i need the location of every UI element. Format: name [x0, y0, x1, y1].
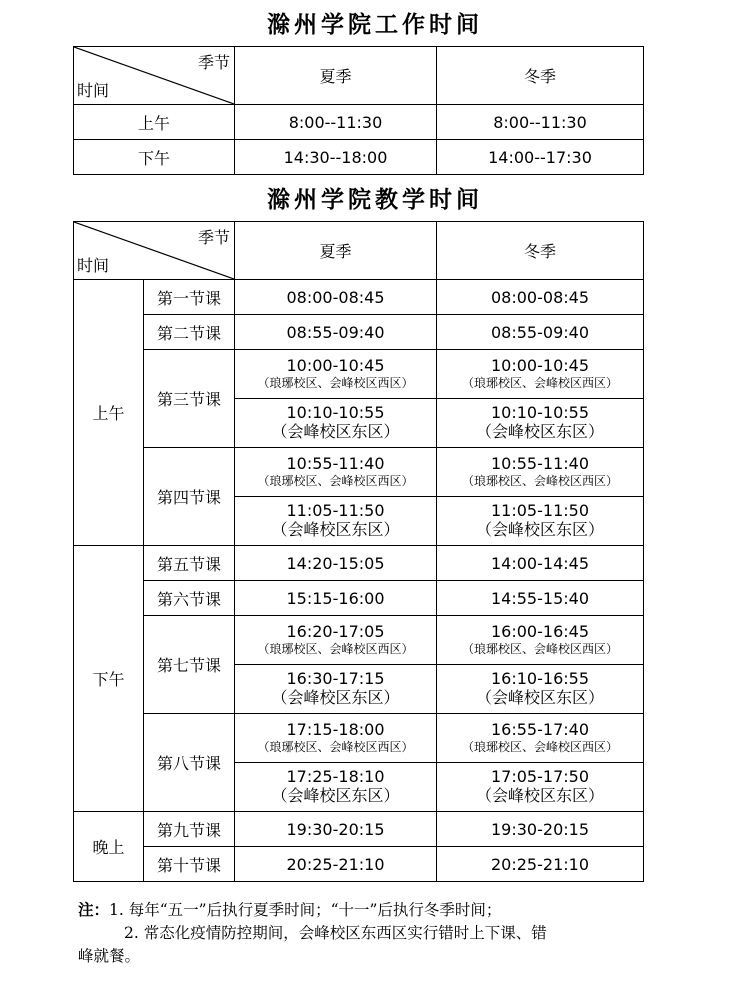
table-row [74, 315, 644, 350]
campus-note: （会峰校区东区） [475, 786, 604, 805]
lesson-name: 第四节课 [144, 448, 235, 546]
winter-time-campus-b [437, 497, 644, 546]
time-value: 11:05-11:50 [491, 501, 589, 520]
lesson-name: 第二节课 [144, 315, 235, 350]
winter-time-campus-a [437, 714, 644, 763]
work-time-title: 滁州学院工作时间 [267, 11, 483, 38]
time-label: 时间 [77, 256, 110, 275]
summer-time-campus-a [235, 714, 437, 763]
table-row [74, 350, 644, 399]
summer-time: 8:00--11:30 [235, 105, 437, 140]
campus-note: （琅琊校区、会峰校区西区） [257, 376, 414, 390]
time-value: 10:55-11:40 [286, 454, 385, 473]
table-row [74, 714, 644, 763]
note-text: 1. 每年“五一”后执行夏季时间；“十一”后执行冬季时间； [109, 901, 502, 919]
summer-time: 08:55-09:40 [235, 315, 437, 350]
time-value: 17:15-18:00 [286, 720, 385, 739]
season-label: 季节 [197, 53, 230, 72]
winter-time-campus-a [437, 448, 644, 497]
winter-header: 冬季 [437, 222, 644, 280]
winter-time-campus-b [437, 665, 644, 714]
summer-time-campus-b [235, 763, 437, 812]
note-line-2: 2. 常态化疫情防控期间，会峰校区东西区实行错时上下课、错 [124, 924, 547, 942]
lesson-name: 第九节课 [144, 812, 235, 847]
summer-time-campus-a [235, 350, 437, 399]
winter-time: 19:30-20:15 [437, 812, 644, 847]
work-time-table [73, 46, 644, 175]
table-row [74, 105, 644, 140]
summer-header: 夏季 [235, 47, 437, 105]
time-value: 16:20-17:05 [286, 622, 385, 641]
lesson-name: 第十节课 [144, 847, 235, 882]
summer-time: 14:30--18:00 [235, 140, 437, 175]
winter-time-campus-b [437, 399, 644, 448]
lesson-name: 第一节课 [144, 280, 235, 315]
winter-time: 8:00--11:30 [437, 105, 644, 140]
summer-time-campus-b [235, 665, 437, 714]
period-afternoon: 下午 [74, 546, 144, 812]
winter-time-campus-a [437, 350, 644, 399]
time-value: 10:55-11:40 [491, 454, 589, 473]
header-diagonal-cell [74, 47, 235, 105]
table-row [74, 140, 644, 175]
time-value: 11:05-11:50 [286, 501, 385, 520]
time-value: 17:25-18:10 [286, 767, 385, 786]
note-line-1 [78, 898, 638, 922]
time-value: 10:00-10:45 [491, 356, 589, 375]
period-morning: 上午 [74, 280, 144, 546]
campus-note: （会峰校区东区） [475, 520, 604, 539]
summer-time: 14:20-15:05 [235, 546, 437, 581]
lesson-name: 第三节课 [144, 350, 235, 448]
winter-time: 08:55-09:40 [437, 315, 644, 350]
winter-time: 14:55-15:40 [437, 581, 644, 616]
campus-note: （琅琊校区、会峰校区西区） [257, 474, 414, 488]
table-row [74, 616, 644, 665]
header-diagonal-cell [74, 222, 235, 280]
lesson-name: 第七节课 [144, 616, 235, 714]
campus-note: （琅琊校区、会峰校区西区） [257, 740, 414, 754]
teaching-time-table [73, 221, 644, 882]
summer-header: 夏季 [235, 222, 437, 280]
campus-note: （琅琊校区、会峰校区西区） [461, 376, 618, 390]
summer-time: 08:00-08:45 [235, 280, 437, 315]
summer-time-campus-b [235, 497, 437, 546]
time-value: 10:10-10:55 [491, 403, 589, 422]
time-value: 16:00-16:45 [491, 622, 589, 641]
time-value: 16:55-17:40 [491, 720, 589, 739]
summer-time: 19:30-20:15 [235, 812, 437, 847]
winter-time: 14:00-14:45 [437, 546, 644, 581]
teaching-time-title: 滁州学院教学时间 [267, 186, 483, 213]
campus-note: （会峰校区东区） [271, 520, 400, 539]
winter-header: 冬季 [437, 47, 644, 105]
lesson-name: 第八节课 [144, 714, 235, 812]
winter-time-campus-b [437, 763, 644, 812]
winter-time: 14:00--17:30 [437, 140, 644, 175]
summer-time-campus-b [235, 399, 437, 448]
campus-note: （琅琊校区、会峰校区西区） [461, 642, 618, 656]
campus-note: （琅琊校区、会峰校区西区） [461, 474, 618, 488]
period-evening: 晚上 [74, 812, 144, 882]
summer-time: 20:25-21:10 [235, 847, 437, 882]
row-label: 上午 [74, 105, 235, 140]
lesson-name: 第六节课 [144, 581, 235, 616]
time-value: 17:05-17:50 [491, 767, 589, 786]
table-row [74, 448, 644, 497]
notes-label: 注： [78, 900, 110, 919]
winter-time: 08:00-08:45 [437, 280, 644, 315]
winter-time: 20:25-21:10 [437, 847, 644, 882]
note-line-3: 峰就餐。 [78, 947, 141, 965]
table-row [74, 581, 644, 616]
campus-note: （会峰校区东区） [475, 422, 604, 441]
summer-time-campus-a [235, 616, 437, 665]
time-value: 16:10-16:55 [491, 669, 589, 688]
table-row [74, 546, 644, 581]
table-row [74, 812, 644, 847]
summer-time: 15:15-16:00 [235, 581, 437, 616]
campus-note: （会峰校区东区） [271, 422, 400, 441]
campus-note: （琅琊校区、会峰校区西区） [257, 642, 414, 656]
time-label: 时间 [77, 81, 110, 100]
time-value: 16:30-17:15 [286, 669, 385, 688]
campus-note: （会峰校区东区） [475, 688, 604, 707]
lesson-name: 第五节课 [144, 546, 235, 581]
summer-time-campus-a [235, 448, 437, 497]
table-row [74, 847, 644, 882]
campus-note: （会峰校区东区） [271, 786, 400, 805]
campus-note: （会峰校区东区） [271, 688, 400, 707]
row-label: 下午 [74, 140, 235, 175]
winter-time-campus-a [437, 616, 644, 665]
time-value: 10:10-10:55 [286, 403, 385, 422]
notes [78, 898, 638, 968]
campus-note: （琅琊校区、会峰校区西区） [461, 740, 618, 754]
time-value: 10:00-10:45 [286, 356, 385, 375]
season-label: 季节 [197, 228, 230, 247]
table-row [74, 280, 644, 315]
